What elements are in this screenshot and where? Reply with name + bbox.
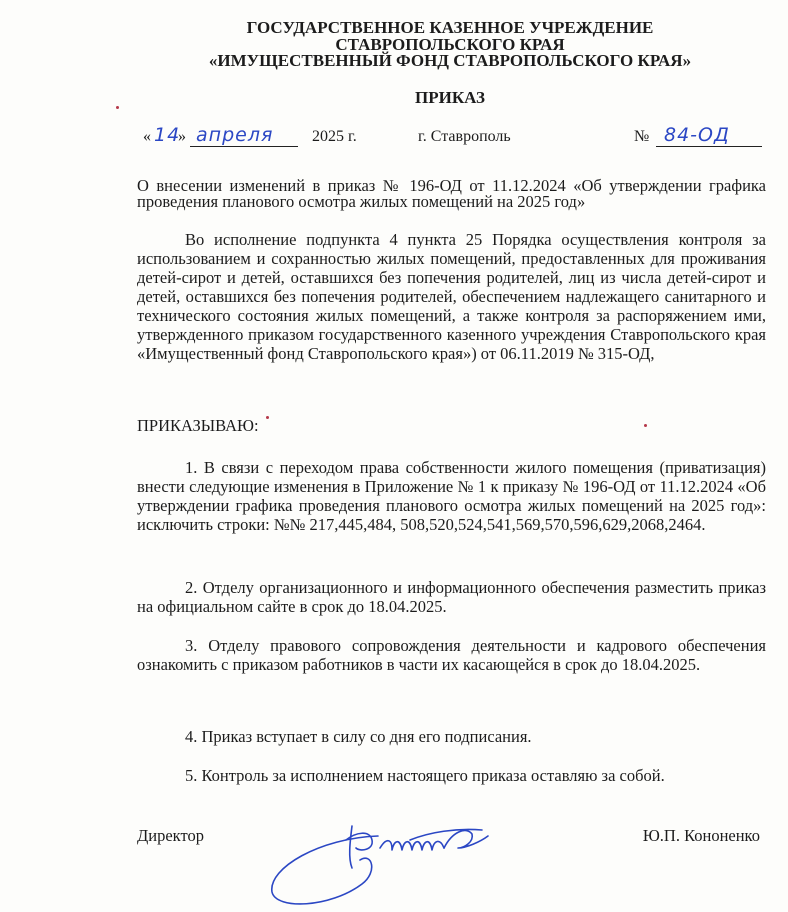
order-subject: О внесении изменений в приказ № 196-ОД от 11.12.2024 «Об утверждении графика проведения планового осмотра жилых помещений на 2025 год»	[137, 176, 766, 211]
order-directive: ПРИКАЗЫВАЮ:	[137, 416, 259, 435]
date-close-quote: »	[178, 128, 186, 145]
item-3: 3. Отделу правового сопровождения деятельности и кадрового обеспечения ознакомить с приказом работников в части их касающейся в срок до 18.04.2025.	[137, 636, 766, 674]
item-2: 2. Отделу организационного и информационного обеспечения разместить приказ на официальном сайте в срок до 18.04.2025.	[137, 578, 766, 616]
month-underline	[190, 146, 298, 147]
order-number: 84-ОД	[664, 124, 730, 146]
city: г. Ставрополь	[418, 128, 511, 145]
number-sign: №	[634, 128, 650, 145]
organization-header	[120, 20, 780, 70]
date-open-quote: «	[143, 128, 151, 145]
scan-speck	[266, 416, 269, 419]
scan-speck	[116, 106, 119, 109]
signatory-name: Ю.П. Кононенко	[642, 826, 760, 845]
header-line-3: «ИМУЩЕСТВЕННЫЙ ФОНД СТАВРОПОЛЬСКОГО КРАЯ»	[208, 51, 692, 70]
signatory-position: Директор	[137, 826, 204, 845]
handwritten-signature	[260, 818, 500, 912]
header-line-1: ГОСУДАРСТВЕННОЕ КАЗЕННОЕ УЧРЕЖДЕНИЕ	[246, 18, 654, 37]
date-day: 14	[154, 124, 181, 146]
scan-speck	[644, 424, 647, 427]
preamble-paragraph: Во исполнение подпункта 4 пункта 25 Порядка осуществления контроля за использованием и сохранностью жилых помещений, предоставленных для проживания детей-сирот и детей, оставшихся без попечения родителей, лиц из числа детей-сирот и детей, оставшихся без попечения родителей, обеспечением надлежащего санитарного и технического состояния жилых помещений, а также контроля за распоряжением ими, утвержденного приказом государственного казенного учреждения Ставропольского края «Имущественный фонд Ставропольского края») от 06.11.2019 № 315-ОД,	[137, 230, 766, 363]
item-4: 4. Приказ вступает в силу со дня его подписания.	[185, 727, 532, 746]
item-5: 5. Контроль за исполнением настоящего приказа оставляю за собой.	[185, 766, 665, 785]
date-month: апреля	[196, 124, 274, 146]
date-year: 2025 г.	[312, 128, 357, 145]
item-1: 1. В связи с переходом права собственности жилого помещения (приватизация) внести следующие изменения в Приложение № 1 к приказу № 196-ОД от 11.12.2024 «Об утверждении графика проведения планового осмотра жилых помещений на 2025 год»: исключить строки: №№ 217,445,484, 508,520,524,541,569,570,596,629,2068,2464.	[137, 458, 766, 534]
number-underline	[656, 146, 762, 147]
header-line-2: СТАВРОПОЛЬСКОГО КРАЯ	[335, 34, 565, 54]
order-title: ПРИКАЗ	[415, 88, 485, 107]
dateline	[0, 124, 788, 154]
